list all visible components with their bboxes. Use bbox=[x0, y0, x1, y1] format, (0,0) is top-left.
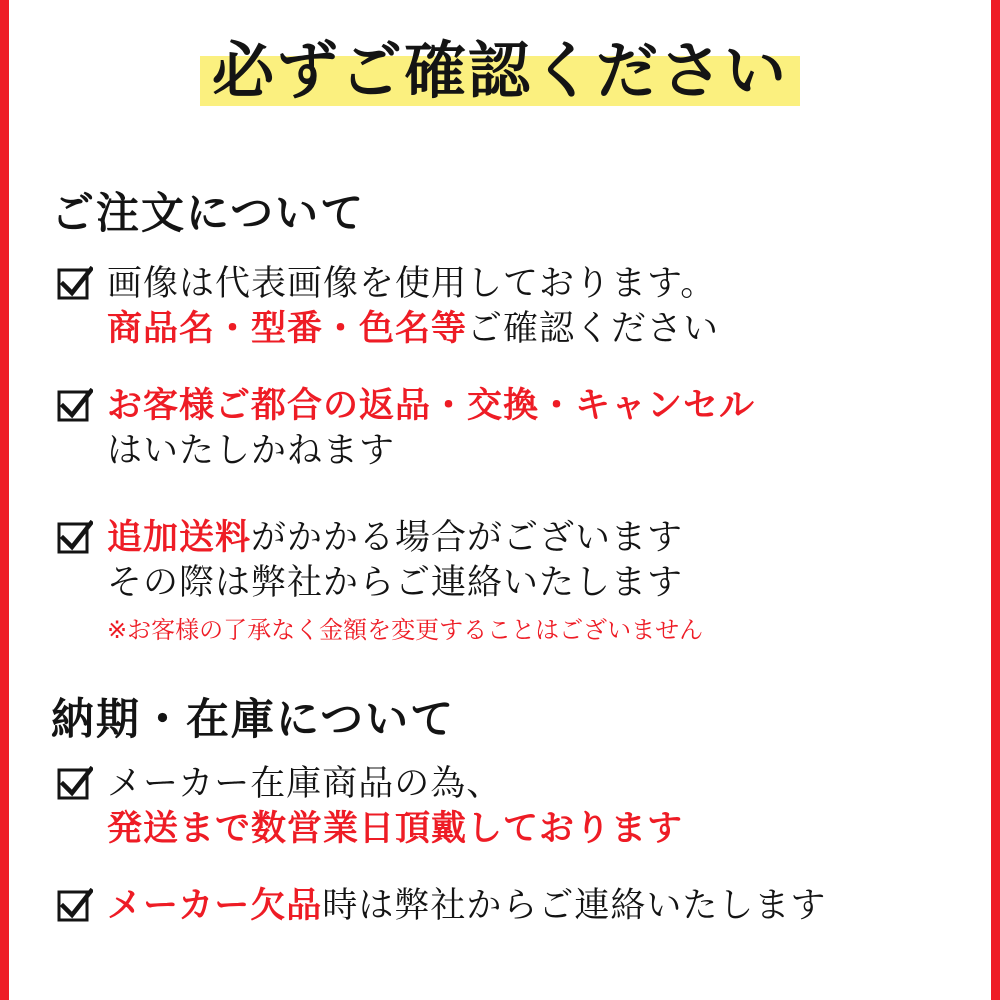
notice-content bbox=[9, 0, 991, 1000]
line-text: 画像は代表画像を使用しております。 bbox=[107, 264, 717, 304]
line-text-emphasis: メーカー欠品 bbox=[107, 886, 323, 926]
list-item bbox=[57, 262, 967, 352]
list-item-text bbox=[107, 384, 967, 474]
list-item bbox=[57, 516, 967, 645]
list-item-text bbox=[107, 262, 967, 352]
line-text-emphasis: 発送まで数営業日頂戴しております bbox=[107, 808, 684, 849]
list-item-text bbox=[107, 884, 967, 929]
list-item-text bbox=[107, 516, 967, 645]
section-heading-orders: ご注文について bbox=[51, 189, 366, 239]
line-text-emphasis: 追加送料 bbox=[107, 518, 252, 558]
line-text: メーカー在庫商品の為、 bbox=[107, 764, 503, 804]
list-item bbox=[57, 762, 967, 852]
line-text: はいたしかねます bbox=[107, 430, 396, 471]
line-text: その際は弊社からご連絡いたします bbox=[107, 562, 684, 603]
checkbox-checked-icon bbox=[57, 520, 93, 556]
list-item-note: ※お客様の了承なく金額を変更することはございません bbox=[107, 615, 704, 644]
line-text: がかかる場合がございます bbox=[251, 518, 684, 558]
list-item-text bbox=[107, 762, 967, 852]
line-text: ご確認ください bbox=[467, 308, 720, 349]
title-text: 必ずご確認ください bbox=[211, 34, 788, 107]
checkbox-checked-icon bbox=[57, 266, 93, 302]
line-text-emphasis: 商品名・型番・色名等 bbox=[107, 308, 468, 349]
page-title bbox=[9, 34, 991, 107]
section-heading-delivery: 納期・在庫について bbox=[51, 695, 456, 745]
checkbox-checked-icon bbox=[57, 388, 93, 424]
list-item bbox=[57, 384, 967, 474]
checkbox-checked-icon bbox=[57, 766, 93, 802]
line-text: 時は弊社からご連絡いたします bbox=[322, 886, 827, 926]
list-item bbox=[57, 884, 967, 929]
line-text-emphasis: お客様ご都合の返品・交換・キャンセル bbox=[107, 386, 756, 426]
checkbox-checked-icon bbox=[57, 888, 93, 924]
